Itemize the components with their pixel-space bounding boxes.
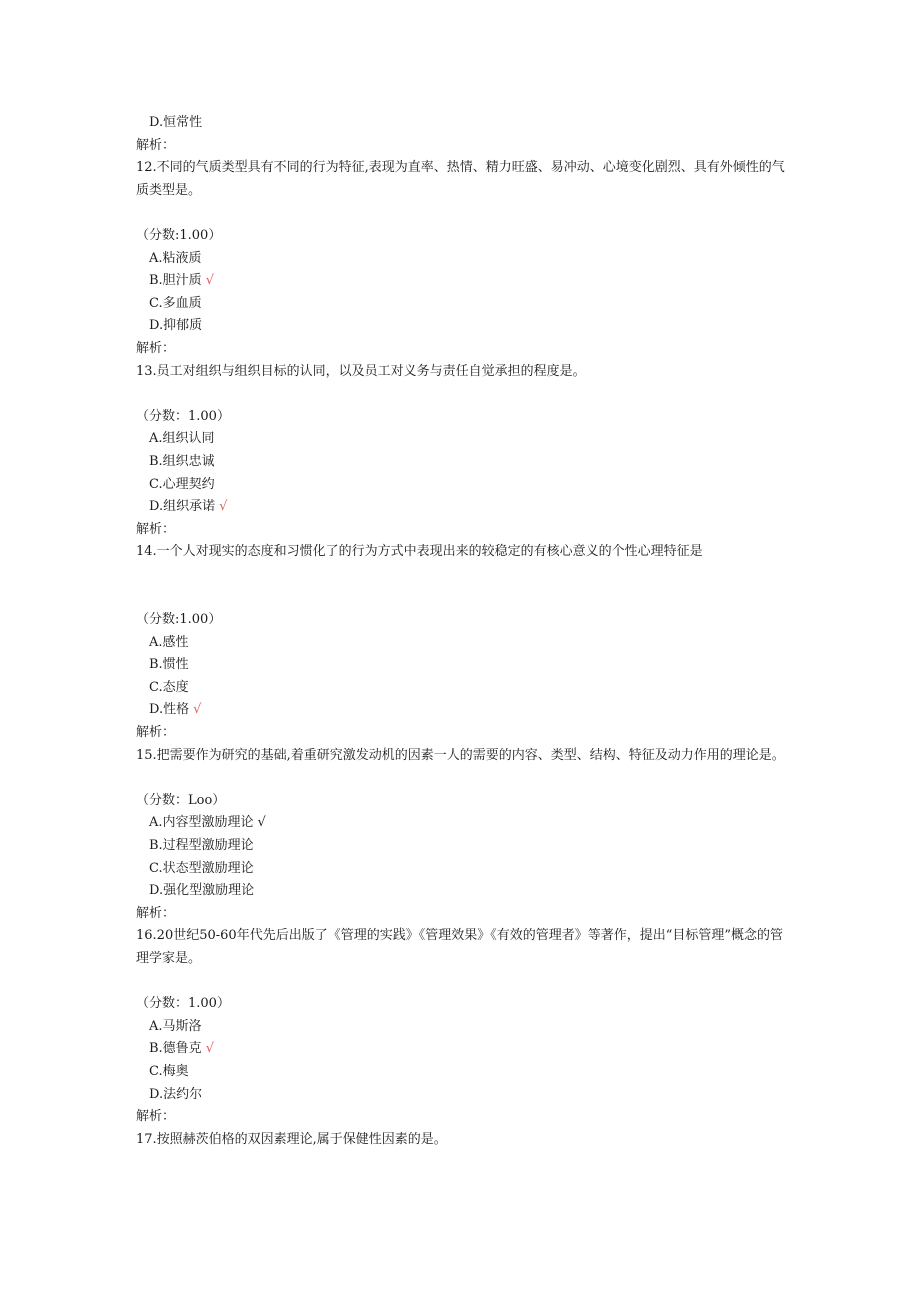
question-text: 14.一个人对现实的态度和习惯化了的行为方式中表现出来的较稳定的有核心意义的个性心理特征是 bbox=[136, 544, 703, 560]
correct-check-icon: √ bbox=[205, 273, 214, 289]
question-text: 16.20世纪50-60年代先后出版了《管理的实践》《管理效果》《有效的管理者》等著作，提出“目标管理”概念的管理学家是。 bbox=[136, 928, 783, 966]
option-a: A.组织认同 bbox=[149, 431, 215, 447]
option-d: D.强化型激励理论 bbox=[149, 883, 255, 899]
correct-check-icon: √ bbox=[257, 815, 266, 831]
question-text: 17.按照赫茨伯格的双因素理论,属于保健性因素的是。 bbox=[136, 1131, 447, 1147]
option-a: A.感性 bbox=[149, 634, 189, 650]
option-d: D.组织承诺 √ bbox=[149, 499, 228, 515]
question-score: （分数：1.00） bbox=[136, 408, 230, 424]
question-text: 13.员工对组织与组织目标的认同，以及员工对义务与责任自觉承担的程度是。 bbox=[136, 363, 586, 379]
analysis-label: 解析： bbox=[136, 1109, 176, 1125]
option-d: D.抑郁质 bbox=[149, 318, 203, 334]
option-a: A.马斯洛 bbox=[149, 1018, 202, 1034]
question-score: （分数：1.00） bbox=[136, 996, 230, 1012]
option-d: D.性格 √ bbox=[149, 702, 202, 718]
document-content bbox=[136, 112, 786, 1151]
question-score: （分数：Loo） bbox=[136, 792, 226, 808]
option-b: B.组织忠诚 bbox=[149, 453, 215, 469]
option-b: B.胆汁质 √ bbox=[149, 273, 214, 289]
option-c: C.心理契约 bbox=[149, 476, 215, 492]
analysis-label: 解析： bbox=[136, 137, 176, 153]
option-a: A.内容型激励理论 √ bbox=[149, 815, 266, 831]
correct-check-icon: √ bbox=[219, 499, 228, 515]
analysis-label: 解析： bbox=[136, 340, 176, 356]
analysis-label: 解析： bbox=[136, 725, 176, 741]
question-score: （分数:1.00） bbox=[136, 612, 222, 628]
analysis-label: 解析： bbox=[136, 905, 176, 921]
correct-check-icon: √ bbox=[205, 1041, 214, 1057]
question-text: 12.不同的气质类型具有不同的行为特征,表现为直率、热情、精力旺盛、易冲动、心境变化剧烈、具有外倾性的气质类型是。 bbox=[136, 160, 785, 198]
option-c: C.态度 bbox=[149, 679, 189, 695]
option-b: B.过程型激励理论 bbox=[149, 838, 254, 853]
question-score: （分数:1.00） bbox=[136, 227, 222, 243]
option-b: B.惯性 bbox=[149, 657, 189, 673]
question-text: 15.把需要作为研究的基础,着重研究激发动机的因素一人的需要的内容、类型、结构、特征及动力作用的理论是。 bbox=[136, 747, 785, 763]
option-b: B.德鲁克 √ bbox=[149, 1041, 214, 1057]
option-c: C.多血质 bbox=[149, 295, 202, 311]
option-c: C.状态型激励理论 bbox=[149, 860, 254, 876]
option-d: D.法约尔 bbox=[149, 1086, 203, 1102]
analysis-label: 解析： bbox=[136, 521, 176, 537]
option-d: D.恒常性 bbox=[149, 115, 203, 130]
option-c: C.梅奥 bbox=[149, 1063, 189, 1079]
option-a: A.粘液质 bbox=[149, 250, 202, 266]
correct-check-icon: √ bbox=[193, 702, 202, 718]
